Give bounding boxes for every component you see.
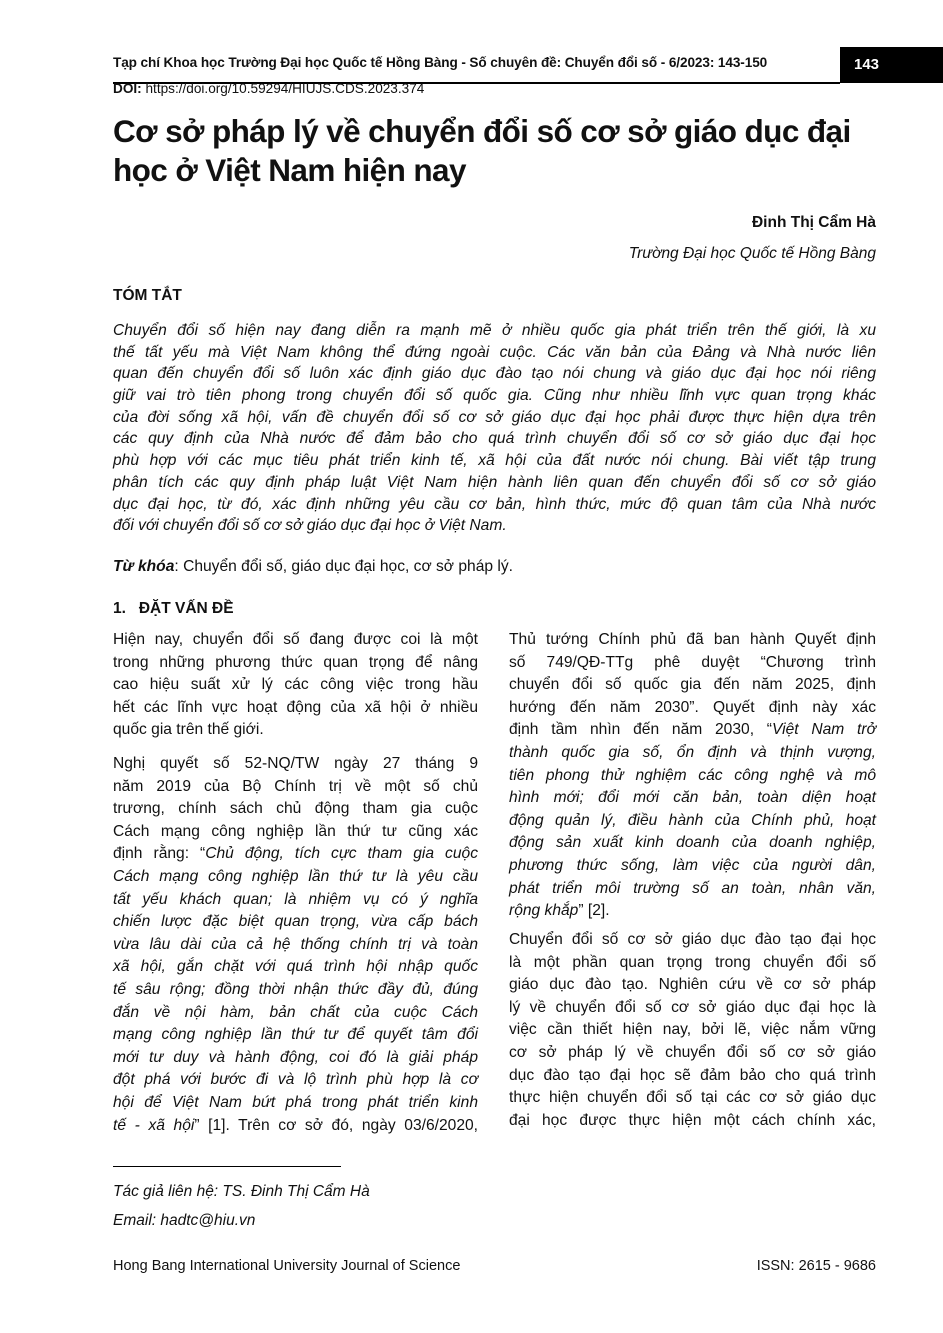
footer-issn: ISSN: 2615 - 9686 — [756, 1258, 876, 1274]
text-line — [113, 719, 478, 742]
text-line — [113, 776, 478, 799]
text-line — [113, 407, 876, 429]
page-number: 143 — [840, 47, 943, 83]
text-segment: quan đến chuyển đổi số luôn xác định giáo dục đào tạo nói chung và giáo dục đại học nói riêng — [113, 365, 876, 383]
text-segment: giáo dục đào tạo. Nghiên cứu về cơ sở pháp — [509, 976, 876, 994]
text-line — [113, 911, 478, 934]
text-line — [113, 1002, 478, 1025]
text-segment: định tầm nhìn đến năm 2030, “ — [509, 721, 772, 739]
text-line — [509, 1110, 876, 1133]
text-segment: dục đại học, từ đó, xác định những yêu cầu cơ bản, hình thức, mức độ quan tâm của Nhà nước — [113, 495, 876, 513]
italic-text: Chủ động, tích cực tham gia cuộc — [205, 845, 478, 863]
text-line — [509, 629, 876, 652]
text-line — [113, 1092, 478, 1115]
keywords-separator: : — [174, 558, 184, 575]
text-line — [113, 866, 478, 889]
text-line — [113, 1047, 478, 1070]
text-line — [509, 719, 876, 742]
text-segment: cao hiệu suất xử lý các công việc trong hầu — [113, 676, 478, 694]
text-segment: dục đào tạo đại học sẽ đảm bảo cho quá trình — [509, 1066, 876, 1084]
text-line — [509, 674, 876, 697]
doi-link[interactable]: https://doi.org/10.59294/HIUJS.CDS.2023.374 — [145, 81, 425, 96]
text-line — [509, 855, 876, 878]
left-col-paragraph-2 — [113, 753, 478, 1137]
text-line — [509, 742, 876, 765]
text-segment: phân tích các quy định pháp luật Việt Nam hiện hành liên quan đến chuyển đổi số cơ sở giáo — [113, 473, 876, 491]
text-segment: đối với chuyển đổi số cơ sở giáo dục đại học ở Việt Nam. — [113, 517, 507, 535]
text-segment: hết các lĩnh vực hoạt động của xã hội ở nhiều — [113, 698, 478, 716]
text-line — [113, 472, 876, 494]
author-affiliation: Trường Đại học Quốc tế Hồng Bàng — [628, 245, 876, 262]
text-line — [113, 798, 478, 821]
text-line — [113, 652, 478, 675]
text-line — [113, 320, 876, 342]
keywords-text: Chuyển đổi số, giáo dục đại học, cơ sở pháp lý. — [183, 558, 513, 575]
italic-text: phương thức sống, làm việc của người dân, — [509, 856, 876, 874]
journal-header: Tạp chí Khoa học Trường Đại học Quốc tế Hồng Bàng - Số chuyên đề: Chuyển đổi số - 6/2023: 143-150 — [113, 55, 768, 70]
text-segment: trong những phương thức quan trọng để nâng — [113, 653, 478, 671]
text-segment: thực hiện chuyển đổi số tại các cơ sở giáo dục — [509, 1089, 876, 1107]
text-segment: ” [2]. — [578, 902, 610, 920]
footnote-email: Email: hadtc@hiu.vn — [113, 1212, 256, 1229]
text-segment: đại học được thực hiện một cách chính xác, — [509, 1111, 876, 1129]
text-line — [113, 843, 478, 866]
text-line — [113, 956, 478, 979]
text-line — [509, 929, 876, 952]
text-segment: các quy định của Nhà nước để đảm bảo cho quá trình chuyển đổi số cơ sở giáo dục đại học — [113, 430, 876, 448]
italic-text: hình mới; đổi mới căn bản, toàn diện hoạt — [509, 789, 876, 807]
italic-text: đắn về nội hàm, bản chất của cuộc Cách — [113, 1003, 478, 1021]
text-line — [509, 974, 876, 997]
italic-text: tất yếu khách quan; là nhiệm vụ có ý nghĩa — [113, 890, 478, 908]
text-line — [113, 515, 876, 537]
footer-journal-name: Hong Bang International University Journal of Science — [113, 1258, 461, 1274]
text-segment: chuyển đổi số quốc gia đến năm 2025, định — [509, 676, 876, 694]
text-segment: phù hợp với các mục tiêu phát triển kinh tế, xã hội của đất nước nói chung. Bài viết tập trung — [113, 452, 876, 470]
text-line — [113, 934, 478, 957]
italic-text: Cách mạng công nghiệp lần thứ tư là yêu cầu — [113, 867, 478, 885]
italic-text: mới tư duy và hành động, coi đó là giải pháp — [113, 1048, 478, 1066]
italic-text: tiên phong thử nghiệm các công nghệ và mô — [509, 766, 876, 784]
abstract-body — [113, 320, 876, 537]
text-line — [509, 1087, 876, 1110]
text-segment: Cách mạng công nghiệp lần thứ tư cũng xác — [113, 822, 478, 840]
text-segment: cơ sở pháp lý về chuyển đổi số cơ sở giáo — [509, 1043, 876, 1061]
text-line — [509, 832, 876, 855]
italic-text: động sản xuất kinh doanh của doanh nghiệp, — [509, 834, 876, 852]
italic-text: phát triển môi trường số an toàn, nhân văn, — [509, 879, 876, 897]
footnote-rule — [113, 1166, 341, 1167]
text-line — [509, 765, 876, 788]
text-line — [113, 753, 478, 776]
italic-text: vừa lâu dài của cả hệ thống chính trị và toàn — [113, 935, 478, 953]
text-segment: giữ vai trò tiên phong trong chuyển đổi số quốc gia. Cũng như nhiều lĩnh vực quan trọng khác — [113, 387, 876, 405]
left-col-paragraph-1 — [113, 629, 478, 742]
text-line — [509, 1065, 876, 1088]
section-heading: 1. ĐẶT VẤN ĐỀ — [113, 600, 234, 617]
text-segment: Nghị quyết số 52-NQ/TW ngày 27 tháng 9 — [113, 755, 478, 772]
text-line — [113, 385, 876, 407]
article-title: Cơ sở pháp lý về chuyển đổi số cơ sở giáo dục đại học ở Việt Nam hiện nay — [113, 113, 851, 188]
italic-text: đột phá với bước đi và lộ trình phù hợp là cơ — [113, 1071, 478, 1089]
text-segment: việc cần thiết hiện nay, bởi lẽ, việc nắm vững — [509, 1021, 876, 1039]
text-line — [113, 450, 876, 472]
text-line — [509, 878, 876, 901]
text-line — [509, 1042, 876, 1065]
text-line — [113, 363, 876, 385]
text-segment: năm 2019 của Bộ Chính trị về một số chủ — [113, 777, 478, 795]
author-name: Đinh Thị Cẩm Hà — [751, 214, 876, 231]
text-segment: Thủ tướng Chính phủ đã ban hành Quyết định — [509, 631, 876, 648]
italic-text: Việt Nam trở — [772, 721, 876, 739]
italic-text: động quản lý, điều hành của Chính phủ, hoạt — [509, 811, 876, 829]
text-line — [113, 821, 478, 844]
text-segment: định rằng: “ — [113, 845, 206, 863]
text-line — [509, 952, 876, 975]
right-col-paragraph-1 — [509, 629, 876, 923]
text-line — [113, 674, 478, 697]
text-line — [509, 997, 876, 1020]
text-line — [113, 1115, 478, 1138]
text-line — [113, 629, 478, 652]
text-segment: là một phần quan trọng trong chuyển đổi số — [509, 953, 876, 971]
doi-line — [113, 81, 424, 96]
text-line — [113, 428, 876, 450]
right-col-paragraph-2 — [509, 929, 876, 1132]
keywords-label: Từ khóa — [113, 558, 175, 575]
text-segment: Chuyển đổi số hiện nay đang diễn ra mạnh mẽ ở nhiều quốc gia phát triển trên thế giới, là xu — [113, 322, 876, 339]
text-line — [509, 697, 876, 720]
italic-text: xã hội, gắn chặt với quá trình hội nhập quốc — [113, 958, 478, 976]
text-line — [509, 810, 876, 833]
text-line — [509, 652, 876, 675]
text-segment: trương, chính sách chủ động tham gia cuộc — [113, 800, 478, 818]
italic-text: rộng khắp — [509, 902, 579, 920]
text-segment: Hiện nay, chuyển đổi số đang được coi là một — [113, 631, 478, 648]
footnote-contact: Tác giả liên hệ: TS. Đinh Thị Cẩm Hà — [113, 1183, 370, 1200]
italic-text: chiến lược đặc biệt quan trọng, vừa cấp bách — [113, 913, 478, 931]
text-line — [509, 1019, 876, 1042]
text-line — [113, 697, 478, 720]
text-line — [113, 889, 478, 912]
text-line — [113, 979, 478, 1002]
italic-text: tế - xã hội — [113, 1116, 195, 1134]
italic-text: hội để Việt Nam bứt phá trong phát triển kinh — [113, 1093, 478, 1111]
text-segment: của đời sống xã hội, vấn đề chuyển đổi số cơ sở giáo dục đại học phải được thực hiện dựa trên — [113, 408, 876, 426]
text-line — [509, 787, 876, 810]
abstract-heading: TÓM TẮT — [113, 287, 182, 304]
text-segment: quốc gia trên thế giới. — [113, 721, 264, 739]
doi-label: DOI: — [113, 81, 142, 96]
italic-text: tế sâu rộng; đồng thời nhận thức đầy đủ, đúng — [113, 980, 478, 998]
text-segment: số 749/QĐ-TTg phê duyệt “Chương trình — [509, 653, 876, 671]
text-segment: lý về chuyển đổi số cơ sở giáo dục đại học là — [509, 998, 876, 1016]
text-segment: thế tất yếu mà Việt Nam không thể đứng ngoài cuộc. Các văn bản của Đảng và Nhà nước liên — [113, 343, 876, 361]
text-line — [113, 1024, 478, 1047]
text-segment: ” [1]. Trên cơ sở đó, ngày 03/6/2020, — [194, 1116, 478, 1134]
italic-text: mạng công nghiệp lần thứ tư để quyết tâm đổi — [113, 1026, 478, 1044]
keywords — [113, 558, 513, 576]
text-line — [113, 494, 876, 516]
text-segment: hướng đến năm 2030”. Quyết định này xác — [509, 698, 876, 716]
text-segment: Chuyển đổi số cơ sở giáo dục đào tạo đại học — [509, 931, 876, 948]
text-line — [113, 342, 876, 364]
text-line — [509, 900, 876, 923]
text-line — [113, 1069, 478, 1092]
italic-text: thành quốc gia số, ổn định và thịnh vượng, — [509, 743, 876, 761]
